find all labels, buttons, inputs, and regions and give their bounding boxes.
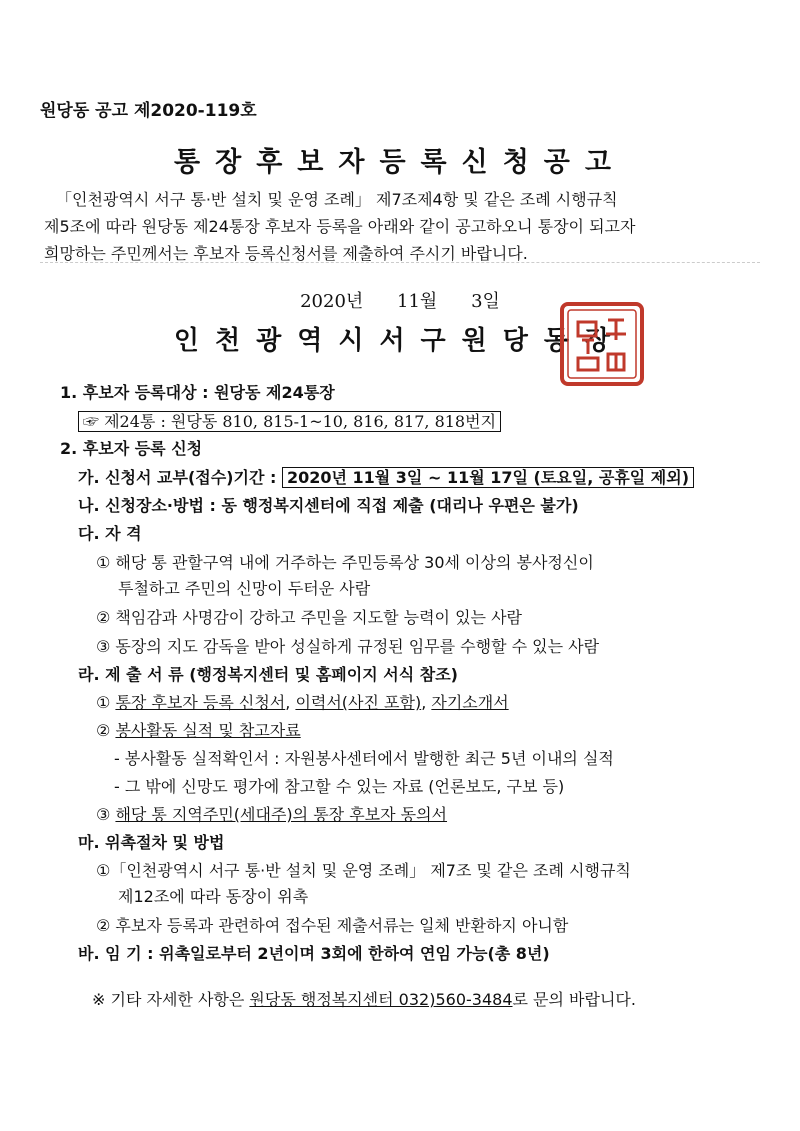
document-3	[96, 802, 447, 825]
separator: ,	[285, 693, 296, 712]
qualification-1-cont: 투철하고 주민의 신망이 두터운 사람	[118, 579, 371, 598]
page-title: 통장후보자등록신청공고	[174, 147, 626, 178]
official-seal-stamp	[558, 300, 646, 388]
section-1-detail	[78, 409, 501, 432]
item-da: 다. 자 격	[78, 524, 142, 543]
qualification-1: ① 해당 통 관할구역 내에 거주하는 주민등록상 30세 이상의 봉사정신이	[96, 553, 594, 572]
footer-note	[92, 987, 636, 1010]
item-ga	[78, 465, 694, 488]
document-3-num: ③	[96, 805, 116, 824]
issuing-authority: 인천광역시서구원당동장	[173, 326, 627, 356]
intro-paragraph	[44, 186, 736, 267]
section-2-heading: 2. 후보자 등록 신청	[60, 439, 203, 458]
document-1	[96, 690, 509, 713]
intro-line: 제5조에 따라 원당동 제24통장 후보자 등록을 아래와 같이 공고하오니 통장이 되고자	[44, 217, 636, 236]
document-2-sub-1: - 봉사활동 실적확인서 : 자원봉사센터에서 발행한 최근 5년 이내의 실적	[114, 749, 614, 768]
document-1-num: ①	[96, 693, 116, 712]
resume: 이력서(사진 포함)	[295, 693, 422, 712]
resident-consent-form: 해당 통 지역주민(세대주)의 통장 후보자 동의서	[115, 805, 448, 824]
application-period: 2020년 11월 3일 ~ 11월 17일 (토요일, 공휴일 제외)	[282, 467, 694, 488]
item-ba: 바. 임 기 : 위촉일로부터 2년이며 3회에 한하여 연임 가능(총 8년)	[78, 944, 550, 963]
target-address: ☞ 제24통 : 원당동 810, 815-1~10, 816, 817, 818번지	[78, 411, 501, 432]
procedure-1-cont: 제12조에 따라 동장이 위촉	[118, 887, 309, 906]
item-ma: 마. 위촉절차 및 방법	[78, 833, 225, 852]
divider	[40, 262, 760, 263]
section-1-heading: 1. 후보자 등록대상 : 원당동 제24통장	[60, 383, 335, 402]
volunteer-records: 봉사활동 실적 및 참고자료	[115, 721, 301, 740]
separator: ,	[421, 693, 432, 712]
item-ra: 라. 제 출 서 류 (행정복지센터 및 홈페이지 서식 참조)	[78, 665, 458, 684]
self-introduction: 자기소개서	[431, 693, 509, 712]
footer-suffix: 로 문의 바랍니다.	[512, 990, 636, 1009]
document-2	[96, 718, 301, 741]
date-year: 2020년	[300, 291, 364, 312]
procedure-1: ①「인천광역시 서구 통·반 설치 및 운영 조례」 제7조 및 같은 조례 시행규칙	[96, 861, 631, 880]
procedure-2: ② 후보자 등록과 관련하여 접수된 제출서류는 일체 반환하지 아니함	[96, 916, 569, 935]
period-label: 가. 신청서 교부(접수)기간 :	[78, 468, 282, 487]
notice-number: 원당동 공고 제2020-119호	[40, 101, 257, 121]
intro-line: 「인천광역시 서구 통·반 설치 및 운영 조례」 제7조제4항 및 같은 조례 시행규칙	[56, 190, 618, 209]
intro-line: 희망하는 주민께서는 후보자 등록신청서를 제출하여 주시기 바랍니다.	[44, 244, 528, 263]
document-2-num: ②	[96, 721, 116, 740]
date-month: 11월	[397, 291, 438, 312]
document-2-sub-2: - 그 밖에 신망도 평가에 참고할 수 있는 자료 (언론보도, 구보 등)	[114, 777, 565, 796]
registration-form: 통장 후보자 등록 신청서	[115, 693, 286, 712]
date-day: 3일	[471, 291, 500, 312]
item-na: 나. 신청장소·방법 : 동 행정복지센터에 직접 제출 (대리나 우편은 불가)	[78, 496, 579, 515]
contact-info: 원당동 행정복지센터 032)560-3484	[249, 990, 513, 1009]
qualification-2: ② 책임감과 사명감이 강하고 주민을 지도할 능력이 있는 사람	[96, 608, 522, 627]
notice-date	[0, 287, 800, 313]
footer-prefix: ※ 기타 자세한 사항은	[92, 990, 250, 1009]
qualification-3: ③ 동장의 지도 감독을 받아 성실하게 규정된 임무를 수행할 수 있는 사람	[96, 637, 600, 656]
